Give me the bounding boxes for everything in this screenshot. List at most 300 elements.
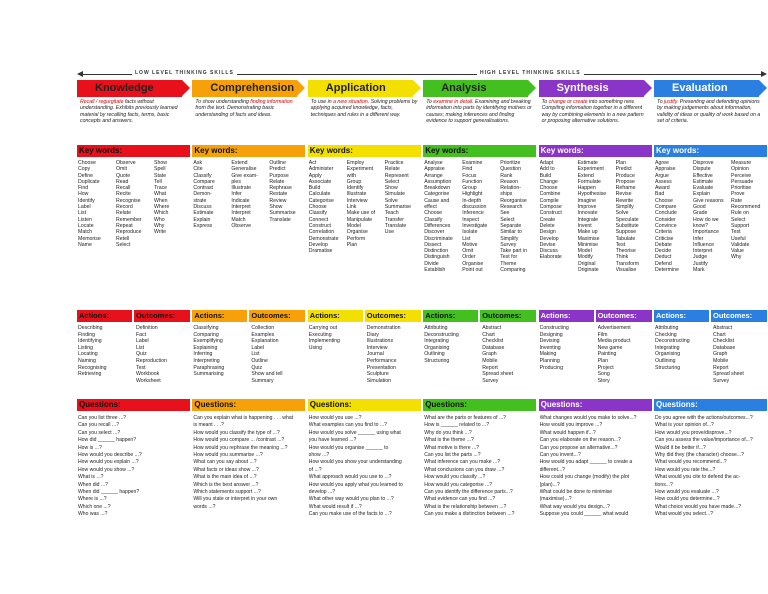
outcome-item: Spread sheet	[713, 371, 744, 378]
keyword: Classify	[424, 216, 443, 223]
action-item: Organising	[424, 344, 450, 351]
question-item: How would you explain ...?	[78, 459, 139, 466]
keyword: Support	[731, 222, 750, 229]
keyword: Ask	[193, 160, 203, 166]
keyword: Develop	[539, 235, 559, 242]
keyword: Construct	[308, 222, 331, 229]
synthesis-outcomes-list	[598, 325, 651, 384]
keyword: Represent	[384, 172, 409, 179]
keyword: Mark	[693, 267, 705, 274]
action-item: Locating	[78, 351, 98, 358]
question-item: What is the relationship between ...?	[424, 503, 507, 510]
question-item: you have learned ...?	[308, 437, 357, 444]
keyword: Speculate	[615, 216, 639, 223]
evaluation-keywords-heading: Key words:	[654, 145, 767, 157]
outcome-item: List	[251, 351, 260, 358]
keyword: Cause and	[424, 197, 450, 204]
outcome-item: Spread sheet	[482, 371, 514, 378]
keyword: Remember	[116, 216, 142, 223]
outcome-item: Story	[597, 377, 610, 384]
keyword: Practice	[384, 160, 404, 166]
keyword: Correlation	[308, 229, 335, 236]
keyword: Divide	[424, 260, 439, 267]
outcome-item: Checklist	[482, 338, 504, 345]
keyword: Write	[154, 229, 167, 236]
keyword: Original	[577, 260, 596, 267]
evaluation-questions-heading: Questions:	[654, 399, 767, 411]
right-arrow-icon	[761, 71, 767, 77]
keyword: Reframe	[615, 185, 636, 192]
outcome-item: Summary	[251, 377, 274, 384]
keyword: Who	[154, 216, 165, 223]
keyword: Give reasons	[693, 197, 724, 204]
keyword: Effective	[693, 172, 713, 179]
keyword: Classify	[308, 210, 327, 217]
keyword: Hypothesise	[577, 191, 607, 198]
outcome-item: Report	[713, 364, 729, 371]
keyword: Conclude	[655, 210, 677, 217]
synthesis-keywords-heading: Key words:	[539, 145, 652, 157]
outcome-item: Label	[136, 338, 149, 345]
keyword: Argue	[655, 172, 669, 179]
keyword-column	[116, 160, 154, 248]
keyword: Teach	[384, 210, 399, 217]
keyword: Experiment	[577, 166, 604, 173]
outcome-item: Journal	[366, 351, 384, 358]
question-item: Can you assess the value/importance of...?	[655, 437, 753, 444]
keyword-column	[78, 160, 116, 248]
column-comprehension	[192, 80, 305, 144]
keyword: Prioritise	[731, 185, 752, 192]
keyword: Match	[78, 229, 93, 236]
question-item: What are the parts or features of ...?	[424, 415, 507, 421]
outcome-item: Quiz	[136, 351, 147, 358]
keyword: Elaborate	[539, 254, 562, 261]
question-item: How is ______ related to ...?	[424, 422, 490, 429]
outcome-item: Abstract	[482, 325, 502, 331]
keyword: Omit	[462, 248, 474, 255]
keyword: Analyse	[424, 160, 443, 166]
keyword: Test for	[500, 254, 518, 261]
analysis-description: To examine in detail. Examining and breaking information into parts by identifying motives or causes; making inferences and finding evidence to support generalisations.	[426, 99, 532, 124]
keyword: Test	[731, 229, 741, 236]
question-item: How would you apply what you learned to	[308, 481, 403, 488]
question-item: Can you propose an alternative...?	[539, 444, 618, 451]
outcome-item: Performance	[366, 357, 397, 364]
keyword-column	[462, 160, 500, 273]
outcome-item: Painting	[597, 351, 617, 358]
keyword: Imagine	[577, 197, 597, 204]
keyword: Trace	[154, 185, 168, 192]
question-item: develop ...?	[308, 489, 336, 496]
keyword: Translate	[384, 222, 407, 229]
keyword-column	[231, 160, 269, 229]
keyword: know?	[693, 222, 708, 229]
question-item: What conclusions can you draw ...?	[424, 466, 505, 473]
knowledge-outcomes-heading: Outcomes:	[134, 310, 190, 322]
keyword: Repeat	[116, 222, 133, 229]
question-item: How is ...?	[78, 444, 102, 451]
outcome-item: Abstract	[713, 325, 733, 331]
question-item: different...?	[539, 466, 565, 473]
keyword: Outline	[269, 160, 286, 166]
action-item: Deconstructing	[424, 331, 459, 338]
outcome-item: Diary	[366, 331, 379, 338]
question-item: What is ...?	[78, 474, 104, 481]
highlight-phrase: Recall / regurgitate	[80, 99, 124, 105]
outcome-item: Examples	[251, 331, 275, 338]
keyword: Perceive	[731, 172, 752, 179]
keyword: Estimate	[193, 210, 214, 217]
action-item: Naming	[78, 357, 96, 364]
keyword: Purpose	[269, 172, 289, 179]
action-item: Constructing	[539, 325, 569, 331]
comprehension-questions-list	[193, 415, 304, 525]
question-item: Why did they (the character) choose...?	[655, 452, 744, 459]
analysis-actions-list	[424, 325, 477, 365]
question-item: is meant . . .?	[193, 422, 224, 429]
keyword: Happen	[577, 185, 596, 192]
keyword: Persuade	[731, 178, 754, 185]
keyword: Use	[384, 229, 395, 236]
keyword: Good	[693, 204, 706, 211]
keyword: Adapt	[539, 160, 554, 166]
keyword: Organise	[346, 229, 368, 236]
evaluation-keywords-grid	[655, 160, 766, 273]
keyword: Build	[539, 172, 552, 179]
question-item: show ...?	[308, 452, 330, 459]
keyword: Dramatise	[308, 248, 333, 255]
keyword: Simplify	[615, 204, 634, 211]
keyword: Devise	[539, 241, 556, 248]
keyword: Debate	[655, 241, 672, 248]
knowledge-keywords-heading: Key words:	[77, 145, 190, 157]
evaluation-actions-list	[655, 325, 708, 371]
keyword: In-depth	[462, 197, 482, 204]
highlight-phrase: finding information	[250, 99, 293, 105]
analysis-outcomes-list	[482, 325, 535, 384]
keyword: Make use of	[346, 210, 376, 217]
keyword: Separate	[500, 222, 522, 229]
keyword: Measure	[731, 160, 752, 166]
keyword: Justify	[693, 260, 708, 267]
outcome-item: Show and tell	[251, 371, 283, 378]
column-synthesis	[539, 80, 652, 144]
keyword: Simplify	[500, 235, 519, 242]
column-analysis	[423, 80, 536, 144]
outcome-item: Label	[251, 344, 265, 351]
keyword: Estimate	[577, 160, 598, 166]
question-item: Which statements support ...?	[193, 489, 261, 496]
keyword: Organise	[462, 260, 484, 267]
outcome-item: Presentation	[366, 364, 396, 371]
keyword: Duplicate	[78, 178, 100, 185]
action-item: Structuring	[424, 357, 450, 364]
keyword: Read	[116, 178, 129, 185]
keyword: Formulate	[577, 178, 601, 185]
keyword: Design	[539, 229, 556, 236]
question-item: Can you select ...?	[78, 429, 121, 436]
outcome-item: Definition	[136, 325, 158, 331]
outcome-item: Outline	[251, 357, 268, 364]
outcome-item: Collection	[251, 325, 275, 331]
question-item: What changes would you make to solve...?	[539, 415, 637, 421]
keyword: Investigate	[462, 222, 488, 229]
keyword: Dispute	[693, 166, 711, 173]
keyword: Appraise	[655, 166, 676, 173]
question-item: Which is the best answer ...?	[193, 481, 259, 488]
keyword: Reorganise	[500, 197, 527, 204]
keyword: Why	[154, 222, 165, 229]
question-item: What would happen if...?	[539, 429, 596, 436]
keyword: Interpret	[693, 248, 713, 255]
keyword: Determine	[655, 267, 679, 274]
comprehension-outcomes-list	[251, 325, 304, 384]
question-item: What other way would you plan to ...?	[308, 496, 394, 503]
outcome-item: Report	[482, 364, 498, 371]
keyword: Compose	[539, 204, 562, 211]
question-item: How would you improve ...?	[539, 422, 603, 429]
action-item: Describing	[78, 325, 103, 331]
keyword: How	[78, 191, 89, 198]
keyword: Give exam-	[231, 172, 258, 179]
action-item: Planning	[539, 357, 560, 364]
action-item: Implementing	[308, 338, 340, 345]
question-item: How would you evaluate ...?	[655, 489, 719, 496]
keyword: Agree	[655, 160, 669, 166]
question-item: of ...?	[308, 466, 322, 473]
knowledge-banner: Knowledge	[77, 80, 182, 97]
keyword: Select	[116, 241, 131, 248]
evaluation-outcomes-list	[713, 325, 766, 384]
question-item: Can you elaborate on the reason...?	[539, 437, 621, 444]
keyword: Associate	[308, 178, 332, 185]
keyword: Select	[731, 216, 746, 223]
keyword: Build	[308, 185, 321, 192]
keyword-column	[616, 160, 649, 273]
keyword: Plan	[615, 160, 626, 166]
keyword: Change	[539, 178, 558, 185]
action-item: Outlining	[424, 351, 445, 358]
action-item: Identifying	[78, 338, 102, 345]
outcome-item: Advertisement	[597, 325, 631, 331]
analysis-questions-heading: Questions:	[423, 399, 536, 411]
question-item: Would it be better if...?	[655, 444, 706, 451]
evaluation-banner: Evaluation	[654, 80, 759, 97]
keyword: Comparing	[500, 267, 526, 274]
action-item: Integrating	[424, 338, 449, 345]
keyword: Generalise	[231, 166, 257, 173]
keyword: Defend	[655, 260, 672, 267]
keyword: Label	[78, 204, 91, 211]
keyword-column	[309, 160, 347, 254]
outcome-item: List	[136, 344, 145, 351]
question-item: Where is ...?	[78, 496, 107, 503]
question-item: How would you categorise ...?	[424, 481, 493, 488]
keyword: State	[154, 172, 167, 179]
keyword: Question	[500, 166, 521, 173]
question-item: How would you show your understanding	[308, 459, 402, 466]
keyword-column	[500, 160, 533, 273]
action-item: Devising	[539, 338, 560, 345]
synthesis-questions-list	[540, 415, 651, 525]
keyword-column	[154, 160, 187, 248]
keyword: Retell	[116, 235, 130, 242]
question-item: tions...?	[655, 481, 673, 488]
keyword: Apply	[308, 172, 322, 179]
question-item: Which one ...?	[78, 503, 111, 510]
keyword: Focus	[462, 172, 477, 179]
outcome-item: Media product	[597, 338, 631, 345]
question-item: How would you compare ... /contrast ...?	[193, 437, 285, 444]
action-item: Retrieving	[78, 371, 102, 378]
question-item: When did ______ happen?	[78, 489, 140, 496]
keyword: Revise	[615, 191, 632, 198]
keyword: ships	[500, 191, 513, 198]
outcome-item: Survey	[482, 377, 499, 384]
action-item: Paraphrasing	[193, 364, 225, 371]
keyword: Indicate	[231, 197, 250, 204]
question-item: Who was ...?	[78, 511, 108, 518]
keyword: Convince	[655, 222, 677, 229]
evaluation-outcomes-heading: Outcomes:	[711, 310, 767, 322]
keyword-column	[578, 160, 616, 273]
evaluation-actions-heading: Actions:	[654, 310, 709, 322]
analysis-keywords-heading: Key words:	[423, 145, 536, 157]
keyword: Copy	[78, 166, 91, 173]
question-item: Will you state or interpret in your own	[193, 496, 278, 503]
analysis-actions-heading: Actions:	[423, 310, 478, 322]
keyword: Opinion	[731, 166, 749, 173]
keyword: Quote	[116, 172, 131, 179]
question-item: What would result if ...?	[308, 503, 362, 510]
question-item: How would you use ...?	[308, 415, 362, 421]
keyword-column	[193, 160, 231, 229]
action-item: Recognising	[78, 364, 107, 371]
column-evaluation	[654, 80, 767, 144]
question-item: words ...?	[193, 503, 216, 510]
keyword: Interpret	[231, 204, 251, 211]
outcome-item: Explanation	[251, 338, 279, 345]
question-item: Can you list the parts ...?	[424, 452, 481, 459]
keyword: Transform	[615, 260, 640, 267]
outcome-item: Song	[597, 371, 610, 378]
outcome-item: Quiz	[251, 364, 263, 371]
comprehension-questions-heading: Questions:	[192, 399, 305, 411]
keyword-column	[731, 160, 764, 273]
question-item: Can you make use of the facts to ...?	[308, 511, 392, 518]
keyword: Inference	[462, 210, 484, 217]
question-item: What is the main idea of ...?	[193, 474, 257, 481]
keyword: Choose	[539, 185, 558, 192]
keyword: Identify	[346, 185, 364, 192]
keyword: Value	[731, 248, 744, 255]
keyword: Modify	[577, 254, 593, 261]
keyword: Recite	[116, 191, 131, 198]
keyword: Model	[346, 222, 361, 229]
highlight-phrase: a new situation.	[333, 99, 370, 105]
keyword: Distinction	[424, 248, 449, 255]
keyword: Assess	[655, 178, 672, 185]
column-knowledge	[77, 80, 190, 144]
knowledge-questions-heading: Questions:	[77, 399, 190, 411]
question-item: How would you solve ______ using what	[308, 429, 401, 436]
keyword: Compare	[193, 178, 215, 185]
blooms-taxonomy-sheet	[77, 68, 767, 594]
synthesis-description: To change or create into something new. Compiling information together in a different way by combining elements in a new pattern or proposing alternative solutions.	[541, 99, 644, 124]
keyword: discussion	[462, 204, 487, 211]
keyword: Show	[384, 185, 398, 192]
knowledge-actions-heading: Actions:	[77, 310, 132, 322]
keyword: Influence	[693, 241, 715, 248]
question-item: (plan)...?	[539, 481, 560, 488]
keyword: Recognise	[116, 197, 141, 204]
question-item: How could you determine...?	[655, 496, 720, 503]
analysis-keywords-grid	[424, 160, 535, 273]
analysis-questions-list	[424, 415, 535, 525]
outcome-item: Workbook	[136, 371, 160, 378]
keyword: Research	[500, 204, 523, 211]
application-actions-list	[309, 325, 362, 351]
keyword: Categorise	[424, 191, 450, 198]
keyword: effect	[424, 204, 437, 211]
question-item: How would you rephrase the meaning ...?	[193, 444, 288, 451]
application-description: To use in a new situation. Solving problems by applying acquired knowledge, facts, techniques and rules in a different way.	[310, 99, 418, 118]
comprehension-banner: Comprehension	[192, 80, 297, 97]
keyword: Summarise	[384, 204, 412, 211]
comprehension-keywords-grid	[193, 160, 304, 229]
keyword: Group	[346, 178, 362, 185]
action-item: Using	[308, 344, 323, 351]
keyword: Improve	[577, 204, 597, 211]
keyword: Restate	[269, 191, 288, 198]
action-item: Explaining	[193, 344, 218, 351]
keyword: Theme	[500, 260, 517, 267]
action-item: Listing	[78, 344, 93, 351]
outcome-item: Chart	[713, 331, 726, 338]
question-item: How did ______ happen?	[78, 437, 137, 444]
keyword: Grade	[693, 210, 708, 217]
low-level-label: LOW LEVEL THINKING SKILLS	[132, 70, 237, 76]
outcome-item: Chart	[482, 331, 495, 338]
keyword: Assumption	[424, 178, 452, 185]
comprehension-keywords-heading: Key words:	[192, 145, 305, 157]
keyword: Relate	[116, 210, 131, 217]
keyword: Choose	[655, 197, 673, 204]
keyword: Order	[462, 254, 476, 261]
keyword: Solve	[615, 210, 629, 217]
keyword: Extend	[231, 160, 248, 166]
keyword: Relate	[384, 166, 400, 173]
question-item: What would you select...?	[655, 511, 714, 518]
comprehension-actions-list	[193, 325, 246, 378]
keyword: Translate	[269, 216, 291, 223]
question-item: How would you rate the...?	[655, 466, 716, 473]
keyword: Choose	[424, 210, 443, 217]
keyword: Construct	[539, 210, 562, 217]
keyword: Employ	[346, 160, 365, 166]
outcome-item: Mobile	[713, 357, 729, 364]
keyword-column	[655, 160, 693, 273]
keyword: Group	[462, 185, 477, 192]
keyword: Show	[269, 204, 283, 211]
action-item: Attributing	[424, 325, 448, 331]
keyword: with	[346, 172, 357, 179]
question-item: Can you recall ...?	[78, 422, 120, 429]
keyword: Dissect	[424, 241, 442, 248]
question-item: How would you classify the type of ...?	[193, 429, 280, 436]
keyword: See	[500, 210, 510, 217]
